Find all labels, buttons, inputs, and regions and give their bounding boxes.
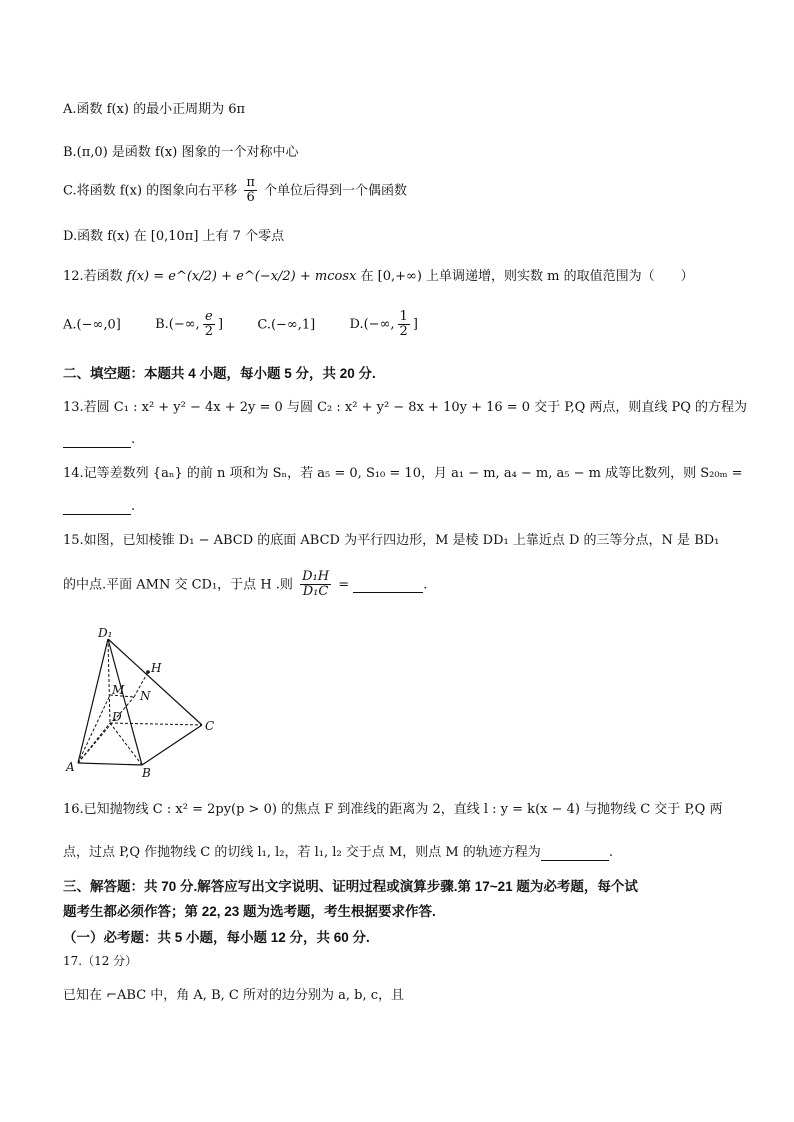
q15-line1: 15.如图，已知棱锥 D₁ − ABCD 的底面 ABCD 为平行四边形，M 是棱 DD₁ 上靠近点 D 的三等分点，N 是 BD₁ (63, 533, 720, 548)
q11-option-d: D.函数 f(x) 在 [0,10π] 上有 7 个零点 (63, 229, 285, 244)
section2-heading: 二、填空题：本题共 4 小题，每小题 5 分，共 20 分. (63, 366, 376, 381)
edge-d1-d (108, 639, 110, 723)
q13-line2 (63, 432, 135, 448)
q12-option-d-num: 1 (399, 309, 408, 324)
q12-stem-suffix: 在 [0,+∞) 上单调递增，则实数 m 的取值范围为（ ） (360, 269, 694, 284)
q12-option-d-suffix: ] (412, 317, 418, 333)
q16-period: . (608, 845, 613, 860)
q12-options (63, 310, 418, 340)
q16-line1: 16.已知抛物线 C : x² = 2py(p > 0) 的焦点 F 到准线的距离为 2，直线 l : y = k(x − 4) 与抛物线 C 交于 P,Q 两 (63, 802, 723, 817)
q11-option-c-fraction (244, 176, 257, 206)
q12-option-d-den: 2 (399, 324, 408, 340)
q12-option-b (155, 309, 227, 340)
q16-line2 (63, 841, 613, 861)
q14-period: . (131, 499, 136, 514)
label-a: A (66, 760, 75, 774)
q15-frac-den: D₁C (302, 584, 329, 600)
q12-option-c: C.(−∞,1] (257, 317, 316, 333)
label-c: C (205, 719, 215, 733)
q12-option-a: A.(−∞,0] (63, 317, 121, 333)
q12-option-b-fraction (203, 310, 215, 340)
q12-option-b-den: 2 (204, 324, 213, 340)
q12-option-d-prefix: D.(−∞, (349, 317, 395, 333)
q13-answer-blank[interactable] (63, 432, 131, 448)
edge-b-c (142, 725, 202, 765)
q13-period: . (131, 432, 136, 447)
label-m: M (112, 683, 125, 697)
section3-heading-line2: 题考生都必须作答；第 22, 23 题为选考题，考生根据要求作答. (63, 904, 436, 919)
section3-heading-line1: 三、解答题：共 70 分.解答应写出文字说明、证明过程或演算步骤.第 17~21 题为必考题，每个试 (63, 879, 638, 894)
q15-line2-prefix: 的中点.平面 AMN 交 CD₁，于点 H .则 (63, 577, 293, 593)
q12-stem (63, 265, 694, 284)
subsection-heading: （一）必考题：共 5 小题，每小题 12 分，共 60 分. (63, 930, 370, 945)
edge-d-c (110, 723, 202, 725)
q12-option-d (349, 309, 418, 340)
label-n: N (140, 689, 151, 703)
label-d: D (112, 710, 122, 724)
q11-option-b: B.(π,0) 是函数 f(x) 图象的一个对称中心 (63, 145, 299, 160)
edge-d1-a (78, 639, 108, 763)
edge-a-b (78, 763, 142, 765)
label-b: B (142, 766, 151, 780)
q11-option-c-prefix: C.将函数 f(x) 的图象向右平移 (63, 183, 238, 199)
segment-a-m (78, 695, 110, 763)
edge-d1-c (108, 639, 202, 725)
q14-line2 (63, 499, 135, 515)
q12-option-d-fraction (398, 310, 410, 340)
q12-stem-prefix: 12.若函数 (63, 269, 123, 284)
edge-d-b (110, 723, 142, 765)
q15-fraction (300, 570, 331, 600)
q13-line1: 13.若圆 C₁ : x² + y² − 4x + 2y = 0 与圆 C₂ : x² + y² − 8x + 10y + 16 = 0 交于 P,Q 两点，则直线 PQ 的方程为 (63, 400, 748, 415)
q16-answer-blank[interactable] (541, 845, 609, 861)
edge-d1-b (108, 639, 142, 765)
q15-period: . (423, 577, 428, 593)
q11-option-c (63, 176, 407, 206)
q12-function: f(x) = e^(x/2) + e^(−x/2) + mcosx (126, 269, 357, 284)
q14-line1: 14.记等差数列 {aₙ} 的前 n 项和为 Sₙ，若 a₅ = 0, S₁₀ = 10，月 a₁ − m, a₄ − m, a₅ − m 成等比数列，则 S₂₀ₘ = (63, 466, 743, 481)
q11-option-a: A.函数 f(x) 的最小正周期为 6π (63, 102, 246, 117)
q15-frac-num: D₁H (302, 569, 330, 584)
q15-answer-blank[interactable] (353, 577, 423, 593)
q12-option-b-prefix: B.(−∞, (155, 317, 200, 333)
q15-equals: = (338, 577, 350, 593)
point-h (146, 670, 150, 674)
q11-option-c-suffix: 个单位后得到一个偶函数 (264, 183, 408, 199)
q12-option-b-suffix: ] (217, 317, 224, 333)
q11-option-c-frac-den: 6 (246, 190, 255, 206)
label-d1: D₁ (98, 626, 113, 640)
pyramid-figure (60, 625, 230, 780)
q17-stem: 已知在 ⌐ABC 中，角 A, B, C 所对的边分别为 a, b, c，且 (63, 988, 404, 1003)
q14-answer-blank[interactable] (63, 499, 131, 515)
q16-line2-text: 点，过点 P,Q 作抛物线 C 的切线 l₁, l₂，若 l₁, l₂ 交于点 M，则点 M 的轨迹方程为 (63, 845, 541, 860)
label-h: H (151, 661, 162, 675)
q12-option-b-num: e (203, 310, 215, 325)
q11-option-c-frac-num: π (246, 175, 255, 190)
q17-number: 17.（12 分） (63, 954, 138, 968)
q15-line2 (63, 570, 427, 600)
